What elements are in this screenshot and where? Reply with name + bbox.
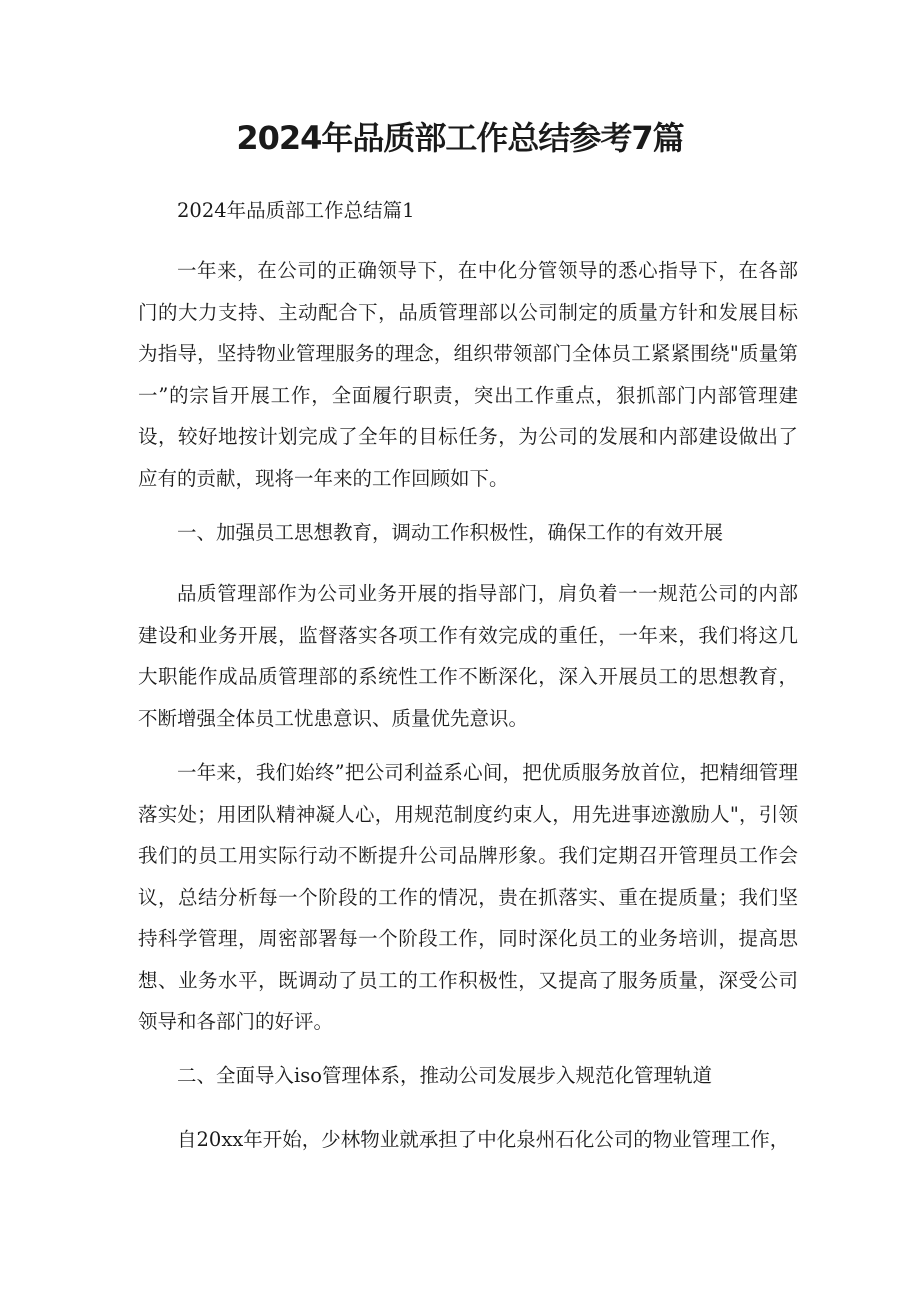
paragraph-quality-dept: 品质管理部作为公司业务开展的指导部门，肩负着一一规范公司的内部建设和业务开展，监督落实各项工作有效完成的重任，一年来，我们将这几大职能作成品质管理部的系统性工作不断深化，深入开展员工的思想教育，不断增强全体员工忧患意识、质量优先意识。 [138,582,798,730]
section-heading-2: 二、全面导入iso管理体系，推动公司发展步入规范化管理轨道 [177,1064,712,1087]
document-title: 2024年品质部工作总结参考7篇 [236,119,684,157]
paragraph-intro: 一年来，在公司的正确领导下，在中化分管领导的悉心指导下，在各部门的大力支持、主动配合下，品质管理部以公司制定的质量方针和发展目标为指导，坚持物业管理服务的理念，组织带领部门全体员工紧紧围绕"质量第一”的宗旨开展工作，全面履行职责，突出工作重点，狠抓部门内部管理建设，较好地按计划完成了全年的目标任务，为公司的发展和内部建设做出了应有的贡献，现将一年来的工作回顾如下。 [138,259,798,490]
paragraph-year-review: 一年来，我们始终”把公司利益系心间，把优质服务放首位，把精细管理落实处；用团队精神凝人心，用规范制度约束人，用先进事迹激励人"，引领我们的员工用实际行动不断提升公司品牌形象。我们定期召开管理员工作会议，总结分析每一个阶段的工作的情况，贵在抓落实、重在提质量；我们坚持科学管理，周密部署每一个阶段工作，同时深化员工的业务培训，提高思想、业务水平，既调动了员工的工作积极性，又提高了服务质量，深受公司领导和各部门的好评。 [138,761,798,1033]
paragraph-iso-start: 自20xx年开始，少林物业就承担了中化泉州石化公司的物业管理工作， [177,1128,790,1151]
section-heading-1: 一、加强员工思想教育，调动工作积极性，确保工作的有效开展 [177,521,724,544]
section-subtitle: 2024年品质部工作总结篇1 [177,199,415,222]
